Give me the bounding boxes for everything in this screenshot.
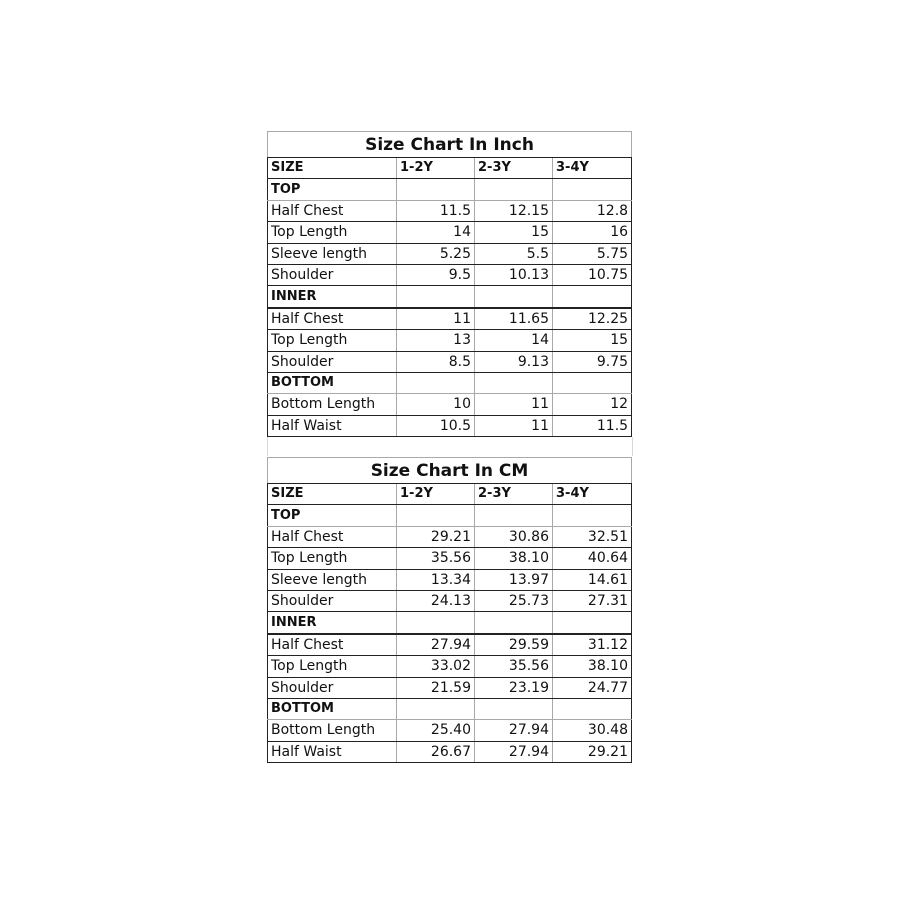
measurement-value: 11	[475, 394, 553, 415]
table-row	[268, 720, 632, 741]
header-row	[268, 158, 632, 179]
measurement-value: 10.75	[553, 264, 632, 285]
section-label: BOTTOM	[268, 698, 397, 719]
empty-cell	[475, 372, 553, 393]
section-row	[268, 612, 632, 634]
measurement-value: 31.12	[553, 634, 632, 656]
table-row	[268, 526, 632, 547]
table-row	[268, 264, 632, 285]
measurement-value: 14.61	[553, 569, 632, 590]
measurement-value: 33.02	[397, 656, 475, 677]
measurement-value: 12.8	[553, 200, 632, 221]
measurement-label: Sleeve length	[268, 243, 397, 264]
measurement-value: 11.65	[475, 308, 553, 330]
empty-cell	[553, 179, 632, 200]
measurement-value: 11	[475, 415, 553, 436]
measurement-value: 13.97	[475, 569, 553, 590]
measurement-label: Bottom Length	[268, 720, 397, 741]
measurement-label: Half Chest	[268, 308, 397, 330]
header-row	[268, 484, 632, 505]
measurement-value: 15	[475, 222, 553, 243]
table-row	[268, 590, 632, 611]
measurement-label: Half Waist	[268, 741, 397, 762]
measurement-value: 5.75	[553, 243, 632, 264]
table-row	[268, 330, 632, 351]
empty-cell	[553, 372, 632, 393]
measurement-value: 38.10	[475, 548, 553, 569]
table-row	[268, 415, 632, 436]
measurement-value: 12.25	[553, 308, 632, 330]
measurement-label: Shoulder	[268, 590, 397, 611]
table-row	[268, 677, 632, 698]
measurement-label: Half Chest	[268, 634, 397, 656]
section-label: INNER	[268, 286, 397, 308]
table-row	[268, 394, 632, 415]
measurement-value: 27.94	[475, 741, 553, 762]
section-label: BOTTOM	[268, 372, 397, 393]
age-column-header: 2-3Y	[475, 484, 553, 505]
measurement-value: 10.5	[397, 415, 475, 436]
section-label: INNER	[268, 612, 397, 634]
measurement-value: 11.5	[553, 415, 632, 436]
title-row	[268, 132, 632, 158]
measurement-label: Shoulder	[268, 264, 397, 285]
age-column-header: 3-4Y	[553, 158, 632, 179]
empty-cell	[475, 698, 553, 719]
age-column-header: 1-2Y	[397, 158, 475, 179]
measurement-value: 13.34	[397, 569, 475, 590]
measurement-value: 14	[475, 330, 553, 351]
measurement-label: Sleeve length	[268, 569, 397, 590]
measurement-label: Top Length	[268, 548, 397, 569]
size-chart-inch	[267, 131, 631, 437]
measurement-value: 9.13	[475, 351, 553, 372]
measurement-value: 16	[553, 222, 632, 243]
measurement-value: 30.86	[475, 526, 553, 547]
measurement-label: Half Waist	[268, 415, 397, 436]
table-row	[268, 656, 632, 677]
measurement-value: 29.21	[553, 741, 632, 762]
size-header: SIZE	[268, 158, 397, 179]
measurement-value: 24.77	[553, 677, 632, 698]
measurement-value: 24.13	[397, 590, 475, 611]
measurement-label: Shoulder	[268, 351, 397, 372]
table-row	[268, 741, 632, 762]
section-row	[268, 372, 632, 393]
measurement-value: 12.15	[475, 200, 553, 221]
size-table	[267, 131, 632, 437]
empty-cell	[475, 179, 553, 200]
age-column-header: 1-2Y	[397, 484, 475, 505]
table-title: Size Chart In CM	[268, 458, 632, 484]
measurement-label: Half Chest	[268, 526, 397, 547]
empty-cell	[553, 698, 632, 719]
measurement-value: 29.21	[397, 526, 475, 547]
section-row	[268, 286, 632, 308]
empty-cell	[553, 612, 632, 634]
measurement-value: 15	[553, 330, 632, 351]
table-row	[268, 548, 632, 569]
measurement-value: 9.75	[553, 351, 632, 372]
measurement-label: Shoulder	[268, 677, 397, 698]
measurement-value: 5.5	[475, 243, 553, 264]
measurement-value: 14	[397, 222, 475, 243]
measurement-value: 21.59	[397, 677, 475, 698]
section-label: TOP	[268, 505, 397, 526]
spreadsheet-gap-row	[267, 437, 633, 456]
measurement-value: 10.13	[475, 264, 553, 285]
measurement-value: 10	[397, 394, 475, 415]
empty-cell	[475, 286, 553, 308]
measurement-value: 25.73	[475, 590, 553, 611]
table-row	[268, 243, 632, 264]
measurement-label: Top Length	[268, 330, 397, 351]
section-row	[268, 179, 632, 200]
measurement-value: 27.94	[397, 634, 475, 656]
empty-cell	[475, 612, 553, 634]
table-row	[268, 569, 632, 590]
age-column-header: 3-4Y	[553, 484, 632, 505]
empty-cell	[397, 286, 475, 308]
table-row	[268, 222, 632, 243]
empty-cell	[553, 505, 632, 526]
measurement-value: 35.56	[475, 656, 553, 677]
empty-cell	[553, 286, 632, 308]
empty-cell	[397, 698, 475, 719]
measurement-value: 13	[397, 330, 475, 351]
empty-cell	[397, 612, 475, 634]
measurement-value: 35.56	[397, 548, 475, 569]
measurement-value: 32.51	[553, 526, 632, 547]
measurement-value: 30.48	[553, 720, 632, 741]
measurement-value: 12	[553, 394, 632, 415]
table-row	[268, 634, 632, 656]
measurement-value: 8.5	[397, 351, 475, 372]
table-row	[268, 308, 632, 330]
section-label: TOP	[268, 179, 397, 200]
section-row	[268, 698, 632, 719]
table-title: Size Chart In Inch	[268, 132, 632, 158]
size-table	[267, 457, 632, 763]
measurement-value: 29.59	[475, 634, 553, 656]
measurement-value: 27.94	[475, 720, 553, 741]
age-column-header: 2-3Y	[475, 158, 553, 179]
measurement-label: Bottom Length	[268, 394, 397, 415]
table-row	[268, 200, 632, 221]
empty-cell	[397, 505, 475, 526]
measurement-value: 23.19	[475, 677, 553, 698]
measurement-value: 26.67	[397, 741, 475, 762]
measurement-value: 40.64	[553, 548, 632, 569]
measurement-value: 5.25	[397, 243, 475, 264]
title-row	[268, 458, 632, 484]
size-header: SIZE	[268, 484, 397, 505]
size-chart-cm	[267, 457, 631, 763]
empty-cell	[397, 179, 475, 200]
measurement-value: 27.31	[553, 590, 632, 611]
table-row	[268, 351, 632, 372]
measurement-value: 11	[397, 308, 475, 330]
empty-cell	[475, 505, 553, 526]
measurement-label: Top Length	[268, 656, 397, 677]
measurement-value: 25.40	[397, 720, 475, 741]
empty-cell	[397, 372, 475, 393]
measurement-value: 9.5	[397, 264, 475, 285]
measurement-value: 38.10	[553, 656, 632, 677]
measurement-label: Half Chest	[268, 200, 397, 221]
measurement-label: Top Length	[268, 222, 397, 243]
measurement-value: 11.5	[397, 200, 475, 221]
section-row	[268, 505, 632, 526]
